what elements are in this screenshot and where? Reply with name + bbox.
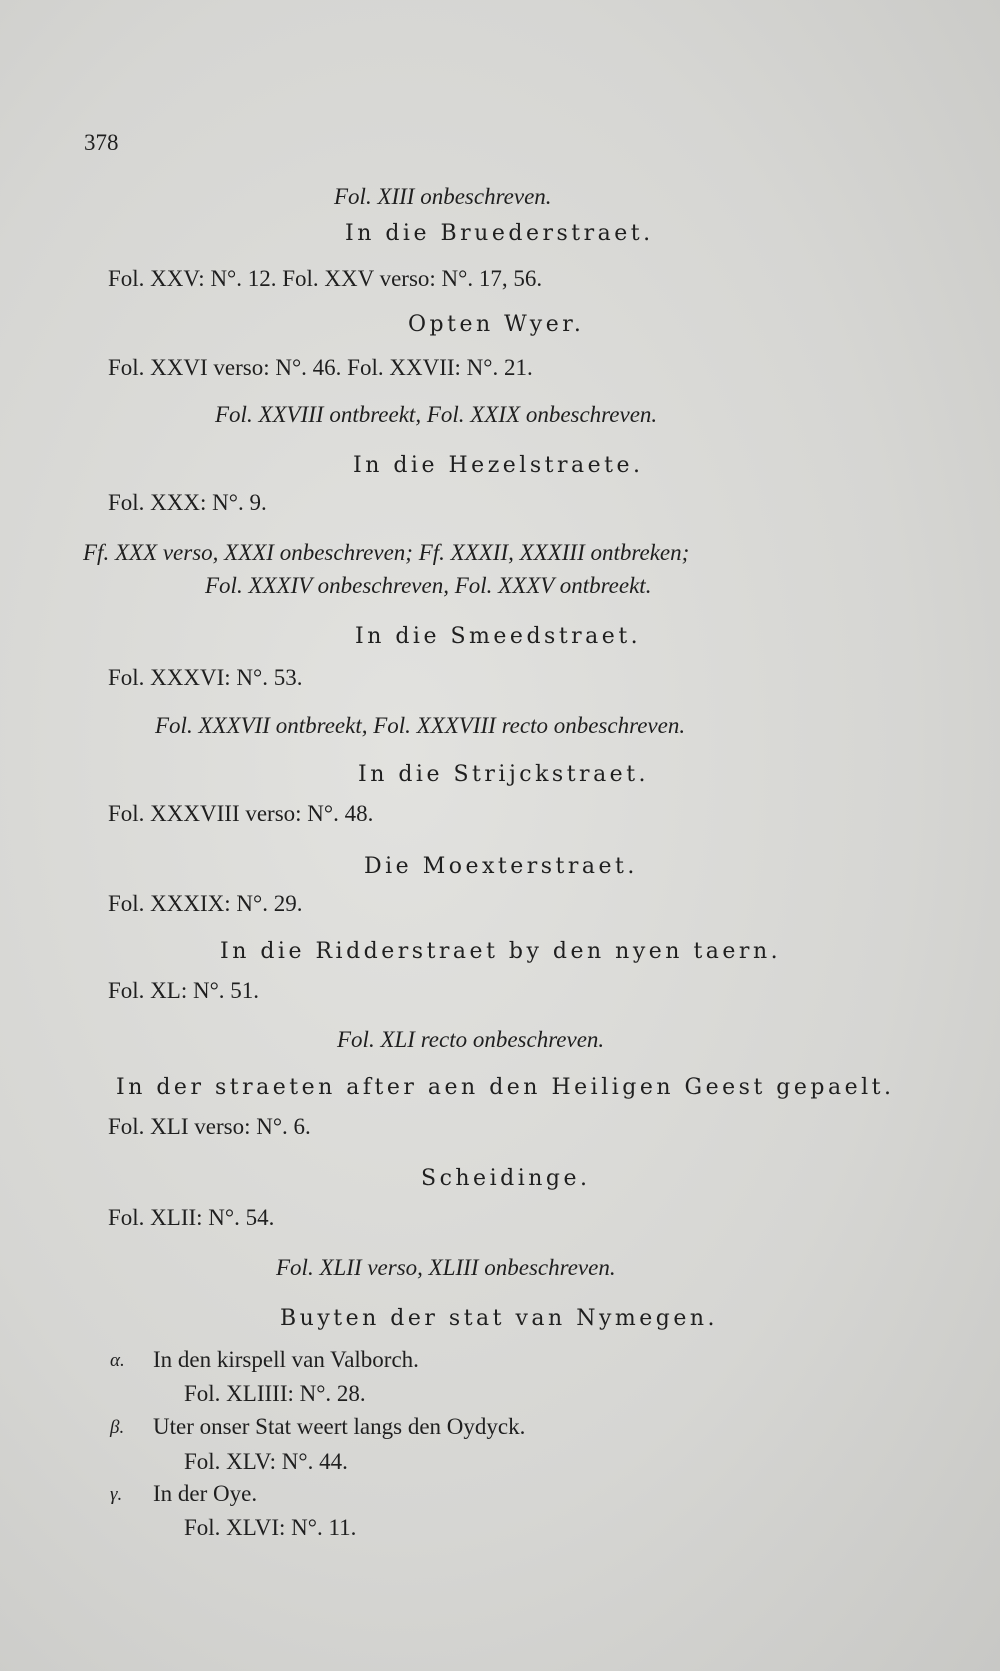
entry-line: Fol. XXXIX: N°. 29.	[108, 891, 303, 916]
entry-line: Fol. XXXVI: N°. 53.	[108, 665, 303, 690]
item-line: In den kirspell van Valborch.	[153, 1347, 419, 1372]
entry-line: Fol. XXXVIII verso: N°. 48.	[108, 801, 374, 826]
section-heading: In die Smeedstraet.	[355, 624, 642, 649]
section-heading: Opten Wyer.	[408, 312, 585, 337]
section-heading: In die Ridderstraet by den nyen taern.	[220, 939, 782, 964]
note-line: Fol. XIII onbeschreven.	[334, 184, 552, 209]
entry-line: Fol. XL: N°. 51.	[108, 978, 260, 1003]
entry-line: Fol. XXV: N°. 12. Fol. XXV verso: N°. 17, 56.	[108, 266, 543, 291]
note-line: Ff. XXX verso, XXXI onbeschreven; Ff. XXXII, XXXIII ontbreken;	[83, 540, 690, 565]
item-marker-beta: β.	[110, 1417, 125, 1438]
section-heading: Buyten der stat van Nymegen.	[280, 1306, 719, 1331]
entry-line: Fol. XXVI verso: N°. 46. Fol. XXVII: N°. 21.	[108, 355, 533, 380]
note-line: Fol. XXXIV onbeschreven, Fol. XXXV ontbreekt.	[205, 573, 652, 598]
section-heading: In der straeten after aen den Heiligen Geest gepaelt.	[116, 1075, 895, 1100]
entry-line: Fol. XLIIII: N°. 28.	[184, 1381, 366, 1406]
section-heading: Scheidinge.	[421, 1166, 591, 1191]
note-line: Fol. XXVIII ontbreekt, Fol. XXIX onbeschreven.	[215, 402, 658, 427]
item-marker-alpha: α.	[110, 1350, 125, 1371]
item-marker-gamma: γ.	[110, 1484, 123, 1505]
entry-line: Fol. XLVI: N°. 11.	[184, 1515, 357, 1540]
note-line: Fol. XLI recto onbeschreven.	[337, 1027, 605, 1052]
item-line: In der Oye.	[153, 1481, 258, 1506]
section-heading: In die Hezelstraete.	[353, 453, 644, 478]
entry-line: Fol. XLI verso: N°. 6.	[108, 1114, 311, 1139]
note-line: Fol. XLII verso, XLIII onbeschreven.	[276, 1255, 616, 1280]
section-heading: In die Bruederstraet.	[345, 221, 654, 246]
section-heading: In die Strijckstraet.	[358, 762, 650, 787]
section-heading: Die Moexterstraet.	[364, 854, 638, 879]
note-line: Fol. XXXVII ontbreekt, Fol. XXXVIII recto onbeschreven.	[155, 713, 686, 738]
entry-line: Fol. XXX: N°. 9.	[108, 490, 267, 515]
item-line: Uter onser Stat weert langs den Oydyck.	[153, 1414, 526, 1439]
entry-line: Fol. XLII: N°. 54.	[108, 1205, 275, 1230]
entry-line: Fol. XLV: N°. 44.	[184, 1449, 348, 1474]
page-number: 378	[84, 130, 119, 155]
